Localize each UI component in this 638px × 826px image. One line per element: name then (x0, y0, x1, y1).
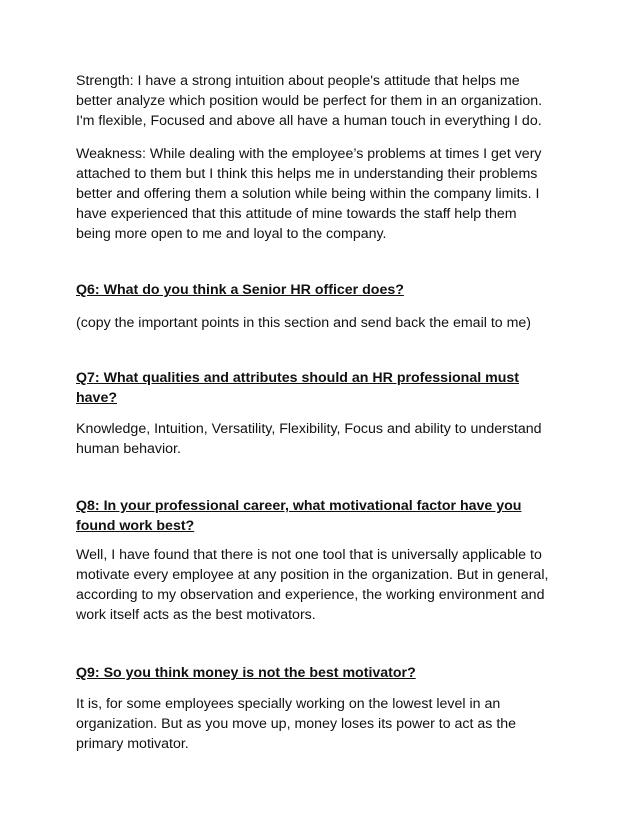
text-line: work itself acts as the best motivators. (76, 607, 316, 623)
text-line: organization. But as you move up, money loses its power to act as the (76, 716, 517, 732)
text-line: (copy the important points in this section and send back the email to me) (76, 315, 532, 331)
text-line: better analyze which position would be perfect for them in an organization. (76, 93, 543, 109)
text-line: It is, for some employees specially working on the lowest level in an (76, 696, 501, 712)
strength-paragraph (76, 71, 576, 131)
text-line: being more open to me and loyal to the company. (76, 226, 387, 242)
text-line: attached to them but I think this helps me in understanding their problems (76, 166, 538, 182)
q9-question (76, 663, 576, 683)
weakness-paragraph (76, 144, 576, 244)
question-line: found work best? (76, 518, 195, 534)
text-line: Well, I have found that there is not one tool that is universally applicable to (76, 547, 542, 563)
q7-answer (76, 419, 576, 459)
text-line: human behavior. (76, 441, 181, 457)
question-line: Q9: So you think money is not the best motivator? (76, 665, 416, 681)
q6-question (76, 280, 576, 300)
q8-answer (76, 545, 576, 625)
text-line: Knowledge, Intuition, Versatility, Flexibility, Focus and ability to understand (76, 421, 542, 437)
text-line: have experienced that this attitude of mine towards the staff help them (76, 206, 517, 222)
text-line: according to my observation and experience, the working environment and (76, 587, 545, 603)
text-line: motivate every employee at any position in the organization. But in general, (76, 567, 549, 583)
question-line: have? (76, 390, 118, 406)
text-line: better and offering them a solution while being within the company limits. I (76, 186, 540, 202)
q7-question (76, 368, 576, 408)
question-line: Q6: What do you think a Senior HR officer does? (76, 282, 404, 298)
q9-answer (76, 694, 576, 754)
question-line: Q7: What qualities and attributes should an HR professional must (76, 370, 520, 386)
question-line: Q8: In your professional career, what motivational factor have you (76, 498, 522, 514)
text-line: Weakness: While dealing with the employee’s problems at times I get very (76, 146, 542, 162)
q6-answer (76, 313, 576, 333)
q8-question (76, 496, 576, 536)
text-line: primary motivator. (76, 736, 189, 752)
text-line: Strength: I have a strong intuition about people's attitude that helps me (76, 73, 520, 89)
text-line: I'm flexible, Focused and above all have a human touch in everything I do. (76, 113, 542, 129)
